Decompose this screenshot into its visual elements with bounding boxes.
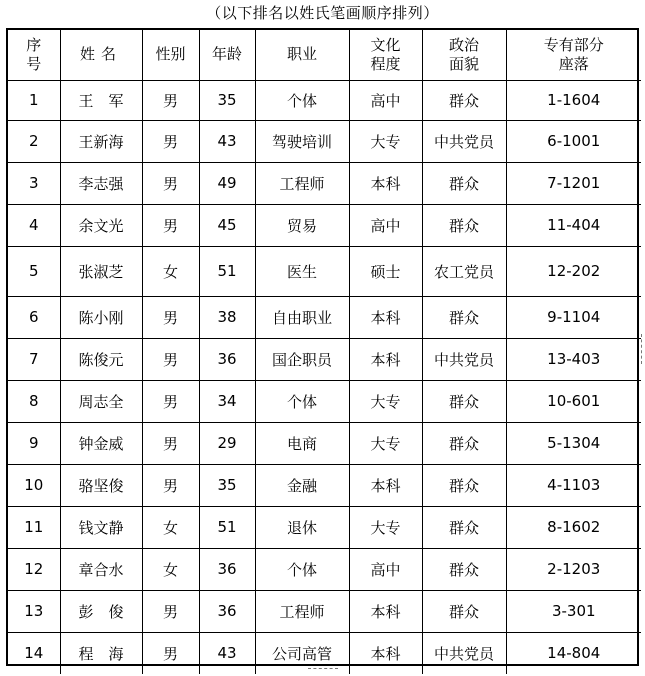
- header-education-line2: 程度: [370, 54, 401, 73]
- cell-name: 周志全: [60, 380, 142, 422]
- cell-name: 骆坚俊: [60, 464, 142, 506]
- cell-age: 36: [199, 548, 255, 590]
- cell-seat: 7-1201: [506, 162, 641, 204]
- cell-gender: 男: [142, 80, 199, 120]
- cell-seat: 1-1604: [506, 80, 641, 120]
- cell-occupation: 医生: [255, 246, 349, 296]
- table-row: [8, 162, 641, 204]
- table-row: [8, 380, 641, 422]
- cell-age: 43: [199, 632, 255, 674]
- table-caption: （以下排名以姓氏笔画顺序排列）: [206, 4, 439, 22]
- cell-age: 36: [199, 590, 255, 632]
- cell-name: 张淑芝: [60, 246, 142, 296]
- cell-age: 49: [199, 162, 255, 204]
- header-seat-line1: 专有部分: [543, 35, 604, 54]
- cell-education: 大专: [349, 506, 422, 548]
- cell-political: 群众: [422, 548, 506, 590]
- cell-age: 43: [199, 120, 255, 162]
- cell-occupation: 个体: [255, 548, 349, 590]
- header-seq-line2: 号: [26, 54, 42, 73]
- cell-seat: 13-403: [506, 338, 641, 380]
- cell-education: 大专: [349, 422, 422, 464]
- cell-gender: 男: [142, 338, 199, 380]
- cell-seat: 2-1203: [506, 548, 641, 590]
- table-row: [8, 590, 641, 632]
- cell-gender: 男: [142, 422, 199, 464]
- table-row: [8, 548, 641, 590]
- cell-education: 本科: [349, 338, 422, 380]
- cell-education: 本科: [349, 464, 422, 506]
- header-education: [349, 30, 422, 80]
- cell-name: 李志强: [60, 162, 142, 204]
- cell-political: 群众: [422, 464, 506, 506]
- header-age: 年龄: [199, 30, 255, 80]
- cell-no: 2: [8, 120, 60, 162]
- cell-no: 8: [8, 380, 60, 422]
- header-seat: [506, 30, 641, 80]
- cell-political: 群众: [422, 380, 506, 422]
- cell-seat: 6-1001: [506, 120, 641, 162]
- cell-name: 余文光: [60, 204, 142, 246]
- cell-gender: 女: [142, 506, 199, 548]
- cell-name: 陈小刚: [60, 296, 142, 338]
- cell-gender: 男: [142, 380, 199, 422]
- cell-no: 4: [8, 204, 60, 246]
- page-edge-mark-bottom: [308, 668, 338, 669]
- cell-occupation: 退休: [255, 506, 349, 548]
- cell-no: 7: [8, 338, 60, 380]
- header-seat-line2: 座落: [558, 54, 589, 73]
- cell-no: 9: [8, 422, 60, 464]
- cell-name: 程 海: [60, 632, 142, 674]
- cell-gender: 女: [142, 548, 199, 590]
- cell-seat: 14-804: [506, 632, 641, 674]
- table-body: [8, 80, 641, 674]
- cell-age: 45: [199, 204, 255, 246]
- cell-name: 王新海: [60, 120, 142, 162]
- table-row: [8, 338, 641, 380]
- cell-gender: 男: [142, 296, 199, 338]
- cell-age: 36: [199, 338, 255, 380]
- cell-occupation: 贸易: [255, 204, 349, 246]
- cell-name: 彭 俊: [60, 590, 142, 632]
- cell-education: 大专: [349, 120, 422, 162]
- cell-occupation: 电商: [255, 422, 349, 464]
- cell-age: 51: [199, 246, 255, 296]
- table-row: [8, 80, 641, 120]
- header-seq: [8, 30, 60, 80]
- cell-education: 本科: [349, 632, 422, 674]
- cell-no: 5: [8, 246, 60, 296]
- header-education-line1: 文化: [370, 35, 401, 54]
- header-political: [422, 30, 506, 80]
- cell-occupation: 驾驶培训: [255, 120, 349, 162]
- cell-occupation: 个体: [255, 80, 349, 120]
- table-row: [8, 422, 641, 464]
- table-row: [8, 506, 641, 548]
- cell-occupation: 自由职业: [255, 296, 349, 338]
- cell-education: 大专: [349, 380, 422, 422]
- cell-occupation: 工程师: [255, 590, 349, 632]
- cell-name: 章合水: [60, 548, 142, 590]
- cell-political: 群众: [422, 80, 506, 120]
- cell-age: 29: [199, 422, 255, 464]
- table-row: [8, 296, 641, 338]
- cell-occupation: 金融: [255, 464, 349, 506]
- cell-age: 38: [199, 296, 255, 338]
- cell-no: 10: [8, 464, 60, 506]
- cell-gender: 男: [142, 632, 199, 674]
- cell-education: 高中: [349, 204, 422, 246]
- cell-gender: 男: [142, 204, 199, 246]
- cell-gender: 女: [142, 246, 199, 296]
- cell-political: 群众: [422, 422, 506, 464]
- cell-no: 14: [8, 632, 60, 674]
- cell-age: 35: [199, 464, 255, 506]
- cell-political: 中共党员: [422, 338, 506, 380]
- header-name: 姓名: [60, 30, 142, 80]
- cell-no: 13: [8, 590, 60, 632]
- header-political-line1: 政治: [448, 35, 479, 54]
- cell-name: 钟金威: [60, 422, 142, 464]
- header-gender: 性别: [142, 30, 199, 80]
- cell-seat: 12-202: [506, 246, 641, 296]
- cell-seat: 10-601: [506, 380, 641, 422]
- cell-occupation: 工程师: [255, 162, 349, 204]
- cell-no: 3: [8, 162, 60, 204]
- header-political-line2: 面貌: [448, 54, 479, 73]
- table-row: [8, 246, 641, 296]
- cell-political: 群众: [422, 296, 506, 338]
- cell-seat: 3-301: [506, 590, 641, 632]
- cell-no: 6: [8, 296, 60, 338]
- table-row: [8, 120, 641, 162]
- cell-gender: 男: [142, 464, 199, 506]
- cell-no: 1: [8, 80, 60, 120]
- cell-occupation: 个体: [255, 380, 349, 422]
- cell-gender: 男: [142, 120, 199, 162]
- cell-seat: 4-1103: [506, 464, 641, 506]
- cell-education: 本科: [349, 162, 422, 204]
- cell-occupation: 公司高管: [255, 632, 349, 674]
- cell-no: 12: [8, 548, 60, 590]
- cell-name: 陈俊元: [60, 338, 142, 380]
- cell-seat: 9-1104: [506, 296, 641, 338]
- cell-gender: 男: [142, 590, 199, 632]
- page-edge-mark-right: [641, 334, 642, 364]
- header-seq-line1: 序: [26, 35, 42, 54]
- cell-name: 钱文静: [60, 506, 142, 548]
- cell-education: 高中: [349, 548, 422, 590]
- member-table-frame: [6, 28, 639, 666]
- member-table: [8, 30, 641, 674]
- cell-name: 王 军: [60, 80, 142, 120]
- cell-education: 硕士: [349, 246, 422, 296]
- cell-political: 群众: [422, 506, 506, 548]
- cell-education: 本科: [349, 590, 422, 632]
- cell-gender: 男: [142, 162, 199, 204]
- table-row: [8, 204, 641, 246]
- cell-age: 51: [199, 506, 255, 548]
- cell-seat: 11-404: [506, 204, 641, 246]
- cell-political: 群众: [422, 204, 506, 246]
- cell-education: 本科: [349, 296, 422, 338]
- cell-education: 高中: [349, 80, 422, 120]
- cell-political: 农工党员: [422, 246, 506, 296]
- cell-political: 中共党员: [422, 120, 506, 162]
- cell-seat: 8-1602: [506, 506, 641, 548]
- cell-political: 群众: [422, 162, 506, 204]
- cell-political: 群众: [422, 590, 506, 632]
- header-row: [8, 30, 641, 80]
- cell-political: 中共党员: [422, 632, 506, 674]
- header-occupation: 职业: [255, 30, 349, 80]
- cell-age: 34: [199, 380, 255, 422]
- cell-no: 11: [8, 506, 60, 548]
- table-row: [8, 464, 641, 506]
- cell-occupation: 国企职员: [255, 338, 349, 380]
- cell-age: 35: [199, 80, 255, 120]
- cell-seat: 5-1304: [506, 422, 641, 464]
